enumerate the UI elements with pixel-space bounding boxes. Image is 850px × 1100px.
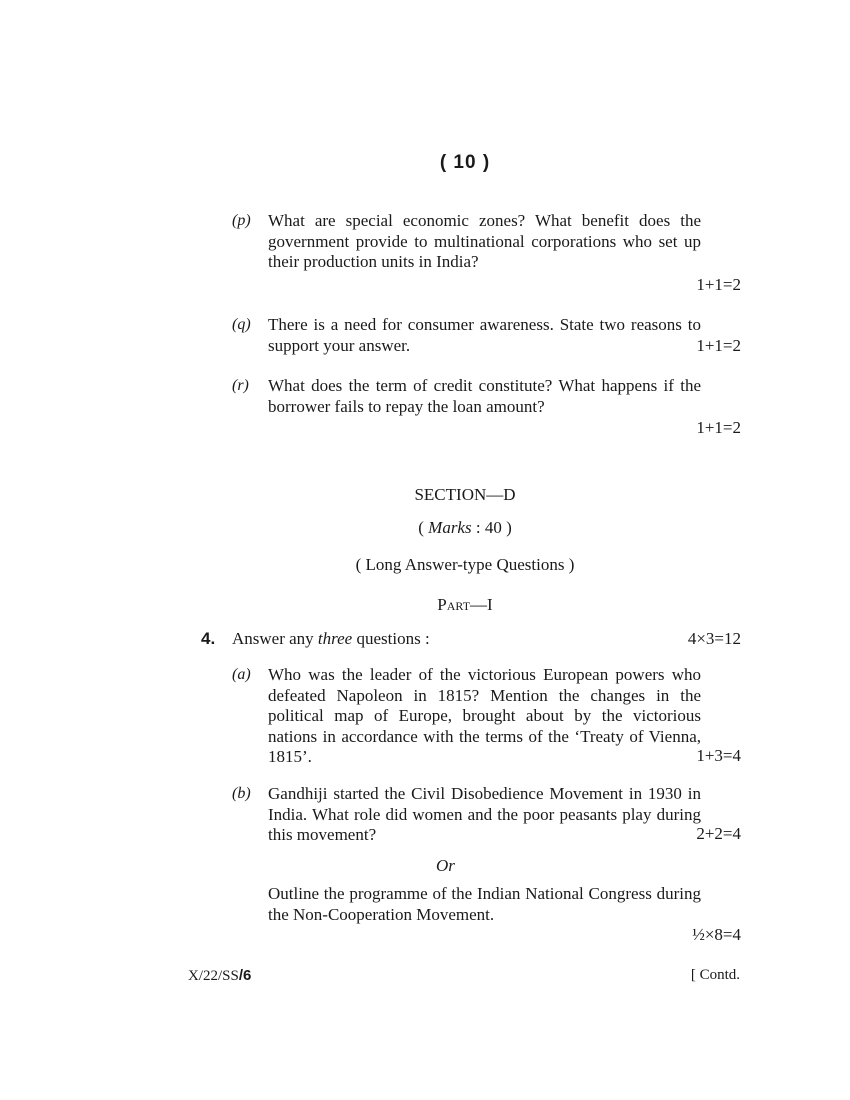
section-title: SECTION—D xyxy=(414,485,516,504)
question-text-p: What are special economic zones? What benefit does the government provide to multinational corporations who set up their production units in India? xyxy=(268,211,701,271)
question-label-a: (a) xyxy=(232,666,251,683)
question-marks-b: 2+2=4 xyxy=(696,824,741,843)
part-heading: Part—I xyxy=(437,595,493,614)
question-text-q: There is a need for consumer awareness. State two reasons to support your answer. xyxy=(268,315,701,355)
question-text-a: Who was the leader of the victorious European powers who defeated Napoleon in 1815? Mention the changes in the political map of Europe, brought about by the victorious nations in accordance with the terms of the ‘Treaty of Vienna, 1815’. xyxy=(268,665,701,766)
question-label-r: (r) xyxy=(232,377,249,394)
paper-code: X/22/SS/6 xyxy=(188,967,252,984)
section-marks: ( Marks : 40 ) xyxy=(418,518,512,537)
continued-note: [ Contd. xyxy=(690,967,740,983)
question-number: 4. xyxy=(201,629,216,648)
section-subtitle: ( Long Answer-type Questions ) xyxy=(355,555,575,574)
question-label-q: (q) xyxy=(232,316,251,333)
page-number: ( 10 ) xyxy=(439,152,491,173)
question-marks-r: 1+1=2 xyxy=(696,418,741,437)
question-text-b-alt: Outline the programme of the Indian National Congress during the Non-Cooperation Movement. xyxy=(268,884,701,924)
question-label-b: (b) xyxy=(232,785,251,802)
question-marks-b-alt: ½×8=4 xyxy=(692,925,741,944)
question-marks-a: 1+3=4 xyxy=(696,746,741,765)
or-separator: Or xyxy=(436,856,455,875)
question-marks: 4×3=12 xyxy=(687,629,741,648)
question-label-p: (p) xyxy=(232,212,251,229)
question-marks-q: 1+1=2 xyxy=(696,336,741,355)
question-marks-p: 1+1=2 xyxy=(696,275,741,294)
question-text-r: What does the term of credit constitute? What happens if the borrower fails to repay the loan amount? xyxy=(268,376,701,416)
question-text-b: Gandhiji started the Civil Disobedience Movement in 1930 in India. What role did women and the poor peasants play during this movement? xyxy=(268,784,701,844)
question-instruction: Answer any three questions : xyxy=(232,629,430,648)
